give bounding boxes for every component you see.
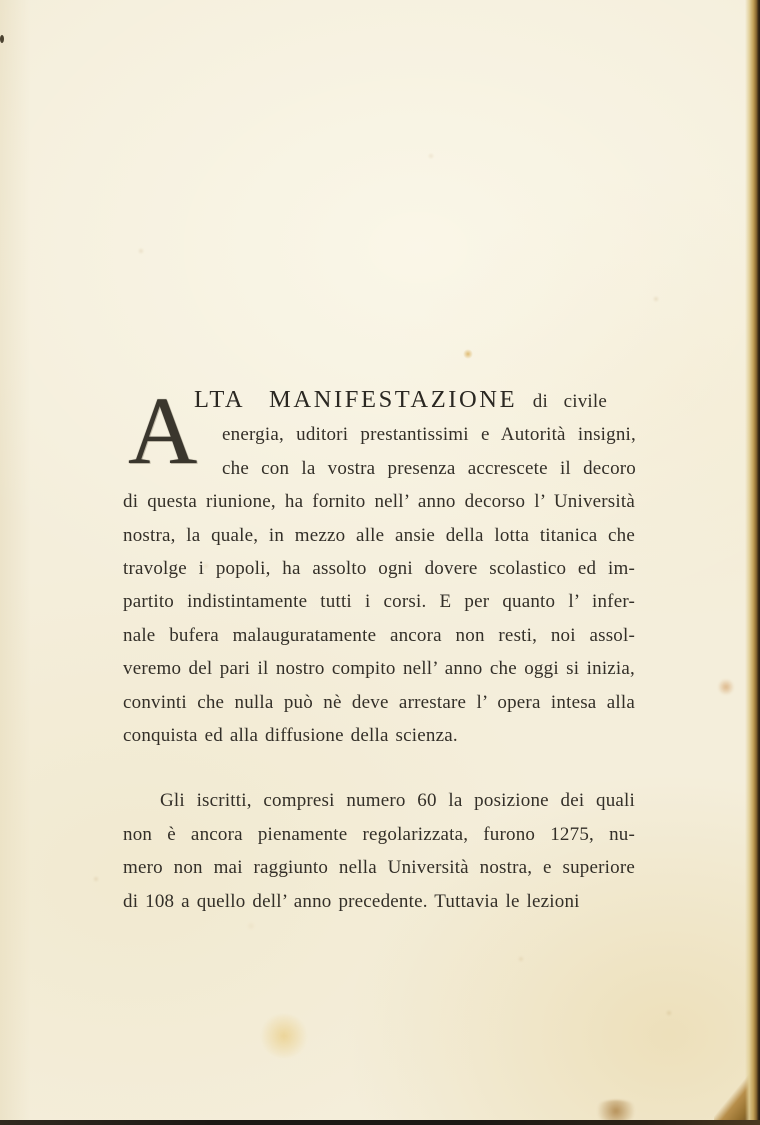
foxing-dots	[0, 0, 2, 2]
text-line: convinti che nulla può nè deve arrestare l’ opera intesa alla	[123, 691, 635, 713]
text-line: che con la vostra presenza accrescete il decoro	[222, 457, 636, 479]
drop-cap-letter: A	[128, 377, 198, 484]
scan-edge-bottom	[0, 1120, 760, 1125]
text-line: di 108 a quello dell’ anno precedente. Tuttavia le lezioni	[123, 890, 580, 912]
paragraph-enrollment	[123, 784, 635, 918]
text-line: di questa riunione, ha fornito nell’ anno decorso l’ Università	[123, 491, 635, 513]
ink-speck	[0, 35, 4, 43]
text-line: conquista ed alla diffusione della scienza.	[123, 725, 458, 747]
text-line: veremo del pari il nostro compito nell’ anno che oggi si inizia,	[123, 658, 635, 680]
paragraph-opening	[123, 377, 636, 752]
text-line: partito indistintamente tutti i corsi. E per quanto l’ infer-	[123, 591, 635, 613]
paper-stain	[463, 349, 473, 359]
text-line: nale bufera malauguratamente ancora non resti, noi assol-	[123, 624, 635, 646]
paper-stain	[258, 1014, 310, 1058]
text-line: Gli iscritti, compresi numero 60 la posizione dei quali	[160, 790, 635, 812]
scan-edge-right	[745, 0, 760, 1125]
opening-caps: LTA MANIFESTAZIONE	[194, 386, 518, 413]
text-line: nostra, la quale, in mezzo alle ansie della lotta titanica che	[123, 524, 635, 546]
paper-stain	[718, 678, 734, 696]
paper-stain	[592, 1100, 640, 1122]
opening-line	[194, 383, 607, 418]
text-line: non è ancora pienamente regolarizzata, furono 1275, nu-	[123, 823, 635, 845]
opening-rest: di civile	[532, 391, 607, 412]
page-text	[123, 377, 636, 918]
text-line: mero non mai raggiunto nella Università nostra, e superiore	[123, 857, 635, 879]
text-line: energia, uditori prestantissimi e Autorità insigni,	[222, 424, 636, 446]
text-line: travolge i popoli, ha assolto ogni dovere scolastico ed im-	[123, 558, 635, 580]
